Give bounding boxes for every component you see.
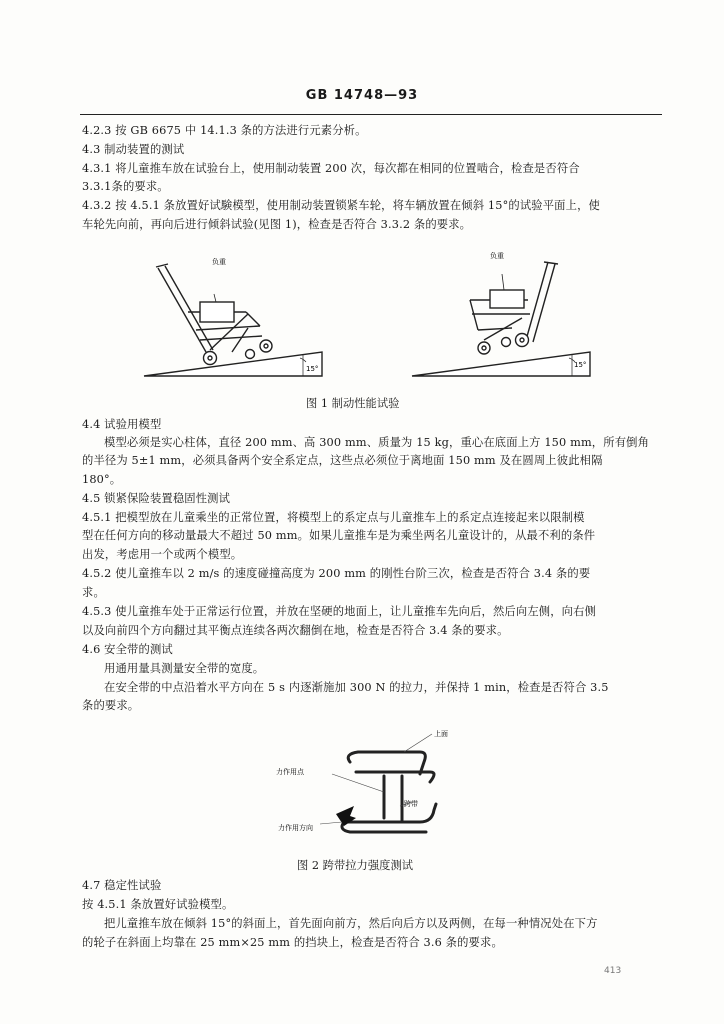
label-crotch-strap: 跨带 [404,800,418,808]
crotch-strap-seat [342,752,436,832]
figure-2-drawing [0,722,724,842]
clause-4-5-2-line2: 求。 [82,586,105,599]
clause-4-4-line1: 模型必须是实心柱体，直径 200 mm、高 300 mm、质量为 15 kg，重心在底面上方 150 mm，所有倒角 [104,436,650,449]
clause-4-5-1-line3: 出发，考虑用一个或两个模型。 [82,548,243,561]
standard-header: GB 14748—93 [305,88,419,103]
stroller-left [144,264,322,376]
label-force-direction: 力作用方向 [278,824,313,832]
angle-label-right: 15° [574,361,587,369]
clause-4-3-1-line1: 4.3.1 将儿童推车放在试验台上，使用制动装置 200 次，每次都在相同的位置啮合，检查是否符合 [82,162,580,175]
clause-4-4-line2: 的半径为 5±1 mm，必须具备两个安全系定点，这些点必须位于离地面 150 mm 及在圆周上彼此相隔 [82,454,603,467]
heading-4-6: 4.6 安全带的测试 [82,643,173,656]
clause-4-6-line2: 在安全带的中点沿着水平方向在 5 s 内逐渐施加 300 N 的拉力，并保持 1 min，检查是否符合 3.5 [104,681,609,694]
clause-4-7-line1: 按 4.5.1 条放置好试验模型。 [82,898,234,911]
clause-4-5-1-line1: 4.5.1 把模型放在儿童乘坐的正常位置，将模型上的系定点与儿童推车上的系定点连接起来以限制模 [82,511,585,524]
stroller-right [412,262,590,376]
clause-4-5-3-line2: 以及向前四个方向翻过其平衡点连续各两次翻倒在地，检查是否符合 3.4 条的要求。 [82,624,509,637]
label-top: 上面 [434,730,448,738]
heading-4-3: 4.3 制动装置的测试 [82,143,185,156]
page-number: 413 [604,966,622,976]
clause-4-2-3: 4.2.3 按 GB 6675 中 14.1.3 条的方法进行元素分析。 [82,124,367,137]
clause-4-5-1-line2: 型在任何方向的移动量最大不超过 50 mm。如果儿童推车是为乘坐两名儿童设计的，从最不利的条件 [82,529,596,542]
figure-2-caption: 图 2 跨带拉力强度测试 [297,859,414,872]
load-label-left: 负重 [212,258,226,266]
clause-4-3-1-line2: 3.3.1条的要求。 [82,180,169,193]
clause-4-7-line3: 的轮子在斜面上均靠在 25 mm×25 mm 的挡块上，检查是否符合 3.6 条的要求。 [82,936,503,949]
clause-4-5-3-line1: 4.5.3 使儿童推车处于正常运行位置，并放在坚硬的地面上，让儿童推车先向后，然后向左侧，向右侧 [82,605,597,618]
angle-label-left: 15° [306,365,319,373]
heading-4-5: 4.5 锁紧保险装置稳固性测试 [82,492,231,505]
label-force-point: 力作用点 [276,768,304,776]
clause-4-7-line2: 把儿童推车放在倾斜 15°的斜面上，首先面向前方，然后向后方以及两侧，在每一种情况处在下方 [104,917,598,930]
heading-4-7: 4.7 稳定性试验 [82,879,162,892]
clause-4-3-2-line1: 4.3.2 按 4.5.1 条放置好试験模型，使用制动装置锁紧车轮，将车辆放置在倾斜 15°的试验平面上，使 [82,199,600,212]
clause-4-6-line1: 用通用量具测量安全带的宽度。 [104,662,265,675]
load-label-right: 负重 [490,252,504,260]
clause-4-3-2-line2: 车轮先向前，再向后进行倾斜试验(见图 1)，检查是否符合 3.3.2 条的要求。 [82,218,472,231]
figure-1-caption: 图 1 制动性能试验 [306,397,400,410]
heading-4-4: 4.4 试验用模型 [82,418,162,431]
figure-1-drawing [0,240,724,400]
clause-4-4-line3: 180°。 [82,473,122,486]
clause-4-5-2-line1: 4.5.2 使儿童推车以 2 m/s 的速度碰撞高度为 200 mm 的刚性台阶三次，检查是否符合 3.4 条的要 [82,567,591,580]
clause-4-6-line3: 条的要求。 [82,699,140,712]
header-rule [80,114,662,115]
